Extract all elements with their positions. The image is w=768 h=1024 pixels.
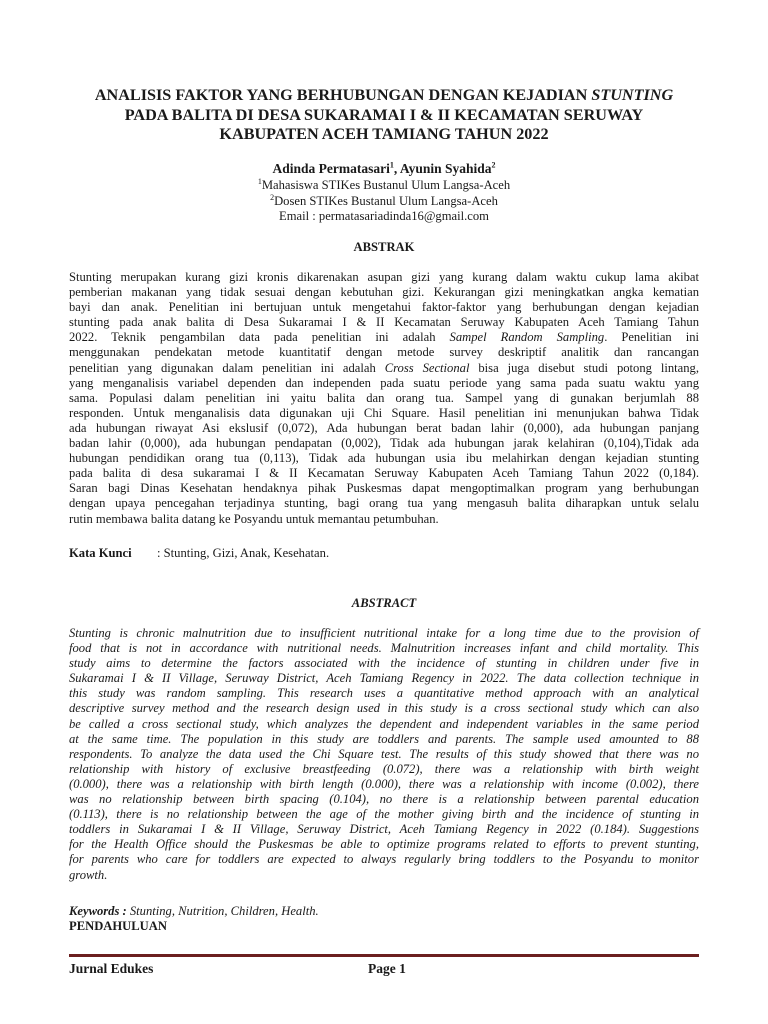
author-email: Email : permatasariadinda16@gmail.com bbox=[279, 209, 489, 223]
abstrak-line: responden. Untuk menganalisis data digunakan uji Chi Square. Hasil penelitian ini menunjukan bahwa Tidak bbox=[69, 405, 699, 420]
title-line-1 bbox=[69, 86, 699, 106]
abstrak-line: ada hubungan riwayat Asi ekslusif (0,072), Ada hubungan berat badan lahir (0,000), ada hubungan panjang bbox=[69, 420, 699, 435]
author-list bbox=[69, 160, 699, 177]
keywords bbox=[69, 904, 319, 919]
affiliation-1 bbox=[69, 178, 699, 194]
affiliation-2-sup: 2 bbox=[270, 192, 275, 202]
abstrak-line: Stunting merupakan kurang gizi kronis dikarenakan asupan gizi yang kurang dalam waktu cukup lama akibat bbox=[69, 270, 699, 284]
abstrak-line: dengan upaya pencegahan terjadinya stunting, bagi orang tua yang mengasuh balita diharapkan untuk selalu bbox=[69, 496, 699, 511]
abstrak-line: menggunakan pendekatan metode kuantitatif dengan metode survey deskriptif analitik dan rancangan bbox=[69, 345, 699, 360]
author-2-sup: 2 bbox=[491, 160, 496, 170]
abstract-line: Stunting is chronic malnutrition due to insufficient nutritional intake for a long time due to the provision of bbox=[69, 626, 699, 640]
abstrak-line: Saran bagi Dinas Kesehatan hendaknya pihak Puskesmas dapat mengoptimalkan program yang berhubungan bbox=[69, 481, 699, 496]
abstrak-line bbox=[69, 330, 699, 345]
abstract-line: at the same time. The population in this study are toddlers and parents. The sample used amounted to 88 bbox=[69, 731, 699, 746]
footer-page-number: Page 1 bbox=[368, 961, 406, 976]
footer-rule bbox=[69, 954, 699, 957]
abstract-line: relationship with history of exclusive breastfeeding (0.072), there was a relationship with birth weight bbox=[69, 761, 699, 776]
abstract-line: was no relationship between birth spacing (0.104), no there is a relationship between parental education bbox=[69, 792, 699, 807]
abstrak-line: sama. Populasi dalam penelitian ini yaitu balita dan orang tua. Sampel yang di gunakan berjumlah 88 bbox=[69, 390, 699, 405]
affiliation-1-sup: 1 bbox=[257, 176, 262, 186]
kata-kunci bbox=[69, 546, 329, 561]
abstract-line: Sukaramai I & II Village, Seruway District, Aceh Tamiang Regency in 2022. The data collection technique in bbox=[69, 671, 699, 686]
abstrak-line: pada balita di desa sukaramai I & II Kecamatan Seruway Kabupaten Aceh Tamiang Tahun 2022 (0,184). bbox=[69, 466, 699, 481]
abstrak-line: yang menganalisis variabel dependen dan independen pada suatu periode yang sama pada suatu waktu yang bbox=[69, 375, 699, 390]
abstract-line: growth. bbox=[69, 867, 108, 882]
abstrak-line-part: bisa juga disebut studi potong lintang, bbox=[469, 360, 699, 375]
kata-kunci-value: : Stunting, Gizi, Anak, Kesehatan. bbox=[157, 546, 330, 560]
affiliation-2 bbox=[69, 194, 699, 210]
abstrak-line-part: penelitian yang digunakan dalam penelitian ini adalah bbox=[69, 360, 376, 375]
abstract-line: (0.113), there is no relationship between the age of the mother giving birth and the incidence of stunting in bbox=[69, 807, 699, 822]
author-1: Adinda Permatasari bbox=[272, 161, 390, 176]
paper-title bbox=[69, 86, 699, 145]
abstract-line: (0.000), there was a relationship with birth length (0.000), there was a relationship with income (0.002), there bbox=[69, 776, 699, 791]
abstract-line: descriptive survey method and the research design used in this study is a cross sectional study which can also bbox=[69, 701, 699, 716]
abstrak-line-part: . Penelitian ini bbox=[604, 330, 699, 345]
abstrak-line: bayi dan anak. Penelitian ini bertujuan untuk mengetahui faktor-faktor yang berhubungan dengan kejadian bbox=[69, 300, 699, 315]
author-separator: , bbox=[393, 161, 400, 176]
affiliation-1-text: Mahasiswa STIKes Bustanul Ulum Langsa-Aceh bbox=[261, 178, 511, 192]
abstrak-line: hubungan pendidikan orang tua (0,113), Tidak ada hubungan usia ibu melahirkan dengan kejadian stunting bbox=[69, 451, 699, 466]
abstrak-line-italic: Sampel Random Sampling bbox=[449, 330, 605, 345]
title-line-1-text: ANALISIS FAKTOR YANG BERHUBUNGAN DENGAN KEJADIAN bbox=[94, 86, 592, 104]
abstrak-heading: ABSTRAK bbox=[353, 240, 415, 254]
abstrak-line: pemberian makanan yang tidak sesuai dengan kebutuhan gizi. Kekurangan gizi meningkatkan angka kematian bbox=[69, 285, 699, 300]
abstract-line: for the Health Office should the Puskesmas be able to optimize programs related to efforts to prevent stunting, bbox=[69, 837, 699, 852]
abstract-line: respondents. To analyze the data used the Chi Square test. The results of this study showed that there was no bbox=[69, 746, 699, 761]
abstrak-body bbox=[69, 270, 699, 527]
title-line-2: PADA BALITA DI DESA SUKARAMAI I & II KECAMATAN SERUWAY bbox=[124, 105, 644, 124]
abstract-body bbox=[69, 626, 699, 883]
abstrak-line: rutin membawa balita datang ke Posyandu untuk memantau petumbuhan. bbox=[69, 511, 439, 526]
abstract-line: this study was random sampling. This research uses a quantitative method approach with an analytical bbox=[69, 686, 699, 701]
footer-journal-name: Jurnal Edukes bbox=[69, 961, 154, 976]
abstrak-line: badan lahir (0,000), ada hubungan pendapatan (0,002), Tidak ada hubungan jarak kelahiran (0,104),Tidak ada bbox=[69, 436, 699, 451]
kata-kunci-label: Kata Kunci bbox=[69, 546, 132, 560]
abstract-line: study aims to determine the factors associated with the incidence of stunting in children under five in bbox=[69, 656, 699, 671]
keywords-value: Stunting, Nutrition, Children, Health. bbox=[126, 904, 319, 918]
abstract-line: toddlers in Sukaramai I & II Village, Seruway District, Aceh Tamiang Regency in 2022 (0.184). Suggestions bbox=[69, 822, 699, 837]
affiliation-2-text: Dosen STIKes Bustanul Ulum Langsa-Aceh bbox=[274, 193, 498, 208]
title-line-3: KABUPATEN ACEH TAMIANG TAHUN 2022 bbox=[219, 125, 549, 143]
author-2: Ayunin Syahida bbox=[399, 161, 492, 176]
abstract-heading: ABSTRACT bbox=[351, 596, 417, 610]
title-line-1-italic: STUNTING bbox=[591, 86, 674, 104]
abstrak-line-italic: Cross Sectional bbox=[384, 360, 470, 375]
abstrak-line-part: 2022. Teknik pengambilan data pada penelitian ini adalah bbox=[69, 330, 436, 345]
section-heading-pendahuluan: PENDAHULUAN bbox=[69, 919, 167, 933]
keywords-label: Keywords : bbox=[69, 904, 127, 918]
abstrak-line: stunting pada anak balita di Desa Sukaramai I & II Kecamatan Seruway Kabupaten Aceh Tamiang Tahun bbox=[69, 315, 699, 330]
affiliations bbox=[69, 178, 699, 225]
abstrak-line bbox=[69, 361, 699, 376]
abstract-line: be called a cross sectional study, which analyzes the dependent and independent variables in the same period bbox=[69, 716, 699, 731]
abstract-line: for parents who care for toddlers are expected to always regularly bring toddlers to the Posyandu to monitor bbox=[69, 852, 699, 867]
abstract-line: food that is not in accordance with nutritional needs. Malnutrition increases infant and child mortality. This bbox=[69, 641, 699, 656]
author-1-sup: 1 bbox=[389, 160, 394, 170]
